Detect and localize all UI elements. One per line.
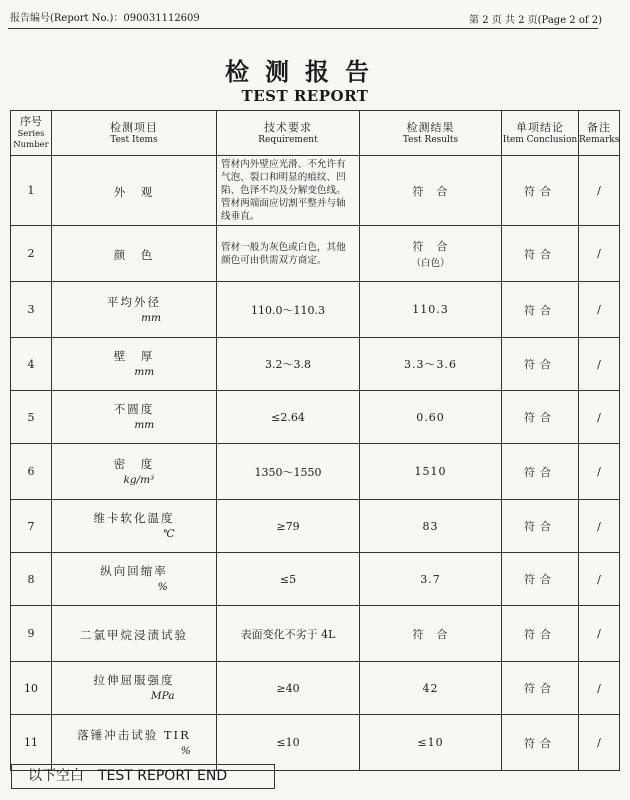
test-result-value: 1510 xyxy=(414,465,447,478)
report-title-cn: 检测报告 xyxy=(225,57,385,86)
table-row xyxy=(11,500,620,553)
test-item-cell xyxy=(52,662,217,715)
column-header-series xyxy=(11,111,52,156)
test-item-name: 外 观 xyxy=(113,185,155,199)
table-row xyxy=(11,391,620,444)
test-item-cell xyxy=(52,444,217,500)
column-header-requirement-cn: 技术要求 xyxy=(264,120,312,134)
column-header-remarks-cn: 备注 xyxy=(587,120,611,134)
item-conclusion-cell: 符合 xyxy=(502,715,579,771)
test-result-cell xyxy=(360,391,502,444)
remarks-cell: / xyxy=(579,553,620,606)
item-conclusion-cell: 符合 xyxy=(502,282,579,338)
requirement-cell: ≤5 xyxy=(217,553,360,606)
test-item-cell xyxy=(52,226,217,282)
test-item-name: 密 度 xyxy=(113,456,155,471)
table-row xyxy=(11,226,620,282)
series-number-cell: 4 xyxy=(11,338,52,391)
test-item-name: 落锤冲击试验 TIR xyxy=(77,727,191,742)
remarks-cell: / xyxy=(579,715,620,771)
item-conclusion-cell: 符合 xyxy=(502,444,579,500)
report-end-marker: 以下空白 TEST REPORT END xyxy=(11,764,275,789)
requirement-cell: ≤10 xyxy=(217,715,360,771)
series-number-cell: 10 xyxy=(11,662,52,715)
test-result-cell xyxy=(360,662,502,715)
item-conclusion-cell: 符合 xyxy=(502,338,579,391)
remarks-cell: / xyxy=(579,662,620,715)
test-result-cell xyxy=(360,282,502,338)
item-conclusion-cell: 符合 xyxy=(502,606,579,662)
requirement-cell: ≥79 xyxy=(217,500,360,553)
test-item-name: 拉伸屈服强度 xyxy=(93,673,175,687)
test-item-unit: MPa xyxy=(150,690,175,702)
series-number-cell: 5 xyxy=(11,391,52,444)
item-conclusion-cell: 符合 xyxy=(502,553,579,606)
table-header-row xyxy=(11,111,620,156)
test-result-value: 83 xyxy=(422,519,439,533)
test-result-cell xyxy=(360,715,502,771)
column-header-series-cn: 序号 xyxy=(20,115,42,128)
table-row xyxy=(11,444,620,500)
item-conclusion-cell: 符合 xyxy=(502,662,579,715)
column-header-remarks xyxy=(579,111,620,156)
requirement-cell: 管材内外壁应光滑、不允许有气泡、裂口和明显的痕纹、凹陷、色泽不均及分解变色线。管材两端面应切割平整并与轴线垂直。 xyxy=(217,156,360,226)
test-item-unit: mm xyxy=(134,419,155,431)
table-row xyxy=(11,156,620,226)
column-header-requirement xyxy=(217,111,360,156)
requirement-cell: ≤2.64 xyxy=(217,391,360,444)
test-item-name: 平均外径 xyxy=(107,294,161,309)
table-row xyxy=(11,553,620,606)
item-conclusion-cell: 符合 xyxy=(502,391,579,444)
test-result-cell xyxy=(360,606,502,662)
column-header-results xyxy=(360,111,502,156)
test-result-cell xyxy=(360,226,502,282)
test-item-cell xyxy=(52,391,217,444)
column-header-conclusion xyxy=(502,111,579,156)
remarks-cell: / xyxy=(579,500,620,553)
requirement-cell: 3.2～3.8 xyxy=(217,338,360,391)
requirement-cell: 管材一般为灰色或白色，其他颜色可由供需双方商定。 xyxy=(217,226,360,282)
test-result-value: 符 合 xyxy=(412,240,449,253)
test-item-unit: % xyxy=(180,744,191,757)
test-result-cell xyxy=(360,444,502,500)
item-conclusion-cell: 符合 xyxy=(502,500,579,553)
test-result-value: 0.60 xyxy=(416,410,445,424)
test-result-cell xyxy=(360,338,502,391)
test-result-value: 42 xyxy=(422,681,439,695)
column-header-conclusion-cn: 单项结论 xyxy=(516,120,564,134)
remarks-cell: / xyxy=(579,444,620,500)
requirement-cell: 1350～1550 xyxy=(217,444,360,500)
column-header-items-cn: 检测项目 xyxy=(110,120,158,134)
test-item-unit: mm xyxy=(141,311,161,324)
test-item-cell xyxy=(52,715,217,771)
table-row xyxy=(11,338,620,391)
test-result-value: 符 合 xyxy=(412,184,449,198)
test-item-cell xyxy=(52,156,217,226)
test-item-unit: kg/m³ xyxy=(123,473,155,486)
requirement-cell: ≥40 xyxy=(217,662,360,715)
column-header-items-en: Test Items xyxy=(110,134,158,145)
test-item-cell xyxy=(52,338,217,391)
test-item-cell xyxy=(52,606,217,662)
item-conclusion-cell: 符合 xyxy=(502,156,579,226)
test-item-unit: ℃ xyxy=(162,528,175,540)
test-item-unit: mm xyxy=(134,366,155,378)
report-number: 报告编号(Report No.)：090031112609 xyxy=(10,13,200,24)
remarks-cell: / xyxy=(579,156,620,226)
series-number-cell: 9 xyxy=(11,606,52,662)
test-item-name: 颜 色 xyxy=(113,248,155,262)
test-item-unit: % xyxy=(157,581,168,593)
column-header-requirement-en: Requirement xyxy=(258,134,318,145)
remarks-cell: / xyxy=(579,391,620,444)
series-number-cell: 7 xyxy=(11,500,52,553)
header-divider xyxy=(8,28,598,29)
remarks-cell: / xyxy=(579,338,620,391)
test-result-value: 110.3 xyxy=(412,303,449,316)
test-result-value: 符 合 xyxy=(412,627,449,641)
column-header-remarks-en: Remarks xyxy=(579,134,620,145)
test-item-cell xyxy=(52,553,217,606)
test-result-cell xyxy=(360,553,502,606)
column-header-results-cn: 检测结果 xyxy=(406,120,455,134)
series-number-cell: 1 xyxy=(11,156,52,226)
column-header-conclusion-en: Item Conclusion xyxy=(502,134,578,145)
table-row xyxy=(11,662,620,715)
test-result-cell xyxy=(360,156,502,226)
remarks-cell: / xyxy=(579,226,620,282)
remarks-cell: / xyxy=(579,606,620,662)
series-number-cell: 3 xyxy=(11,282,52,338)
series-number-cell: 6 xyxy=(11,444,52,500)
series-number-cell: 11 xyxy=(11,715,52,771)
requirement-cell: 表面变化不劣于 4L xyxy=(217,606,360,662)
item-conclusion-cell: 符合 xyxy=(502,226,579,282)
test-item-name: 壁 厚 xyxy=(113,349,155,363)
requirement-cell: 110.0～110.3 xyxy=(217,282,360,338)
series-number-cell: 2 xyxy=(11,226,52,282)
table-row xyxy=(11,606,620,662)
test-result-value: ≤10 xyxy=(417,736,444,749)
test-result-cell xyxy=(360,500,502,553)
test-item-cell xyxy=(52,282,217,338)
report-title-en: TEST REPORT xyxy=(241,87,369,105)
test-item-name: 二氯甲烷浸渍试验 xyxy=(80,628,188,642)
column-header-series-en: Series Number xyxy=(13,129,49,150)
test-result-value: 3.3～3.6 xyxy=(404,358,457,371)
remarks-cell: / xyxy=(579,282,620,338)
test-item-name: 维卡软化温度 xyxy=(93,511,175,525)
test-item-name: 纵向回缩率 xyxy=(100,564,168,578)
test-results-table xyxy=(10,110,620,771)
test-item-cell xyxy=(52,500,217,553)
test-result-value: 3.7 xyxy=(420,572,441,586)
test-item-name: 不圆度 xyxy=(113,402,155,416)
column-header-items xyxy=(52,111,217,156)
table-row xyxy=(11,282,620,338)
column-header-results-en: Test Results xyxy=(402,134,459,145)
series-number-cell: 8 xyxy=(11,553,52,606)
test-result-note: （白色） xyxy=(411,258,450,269)
page-indicator: 第 2 页 共 2 页(Page 2 of 2) xyxy=(469,15,602,26)
table-row xyxy=(11,715,620,771)
